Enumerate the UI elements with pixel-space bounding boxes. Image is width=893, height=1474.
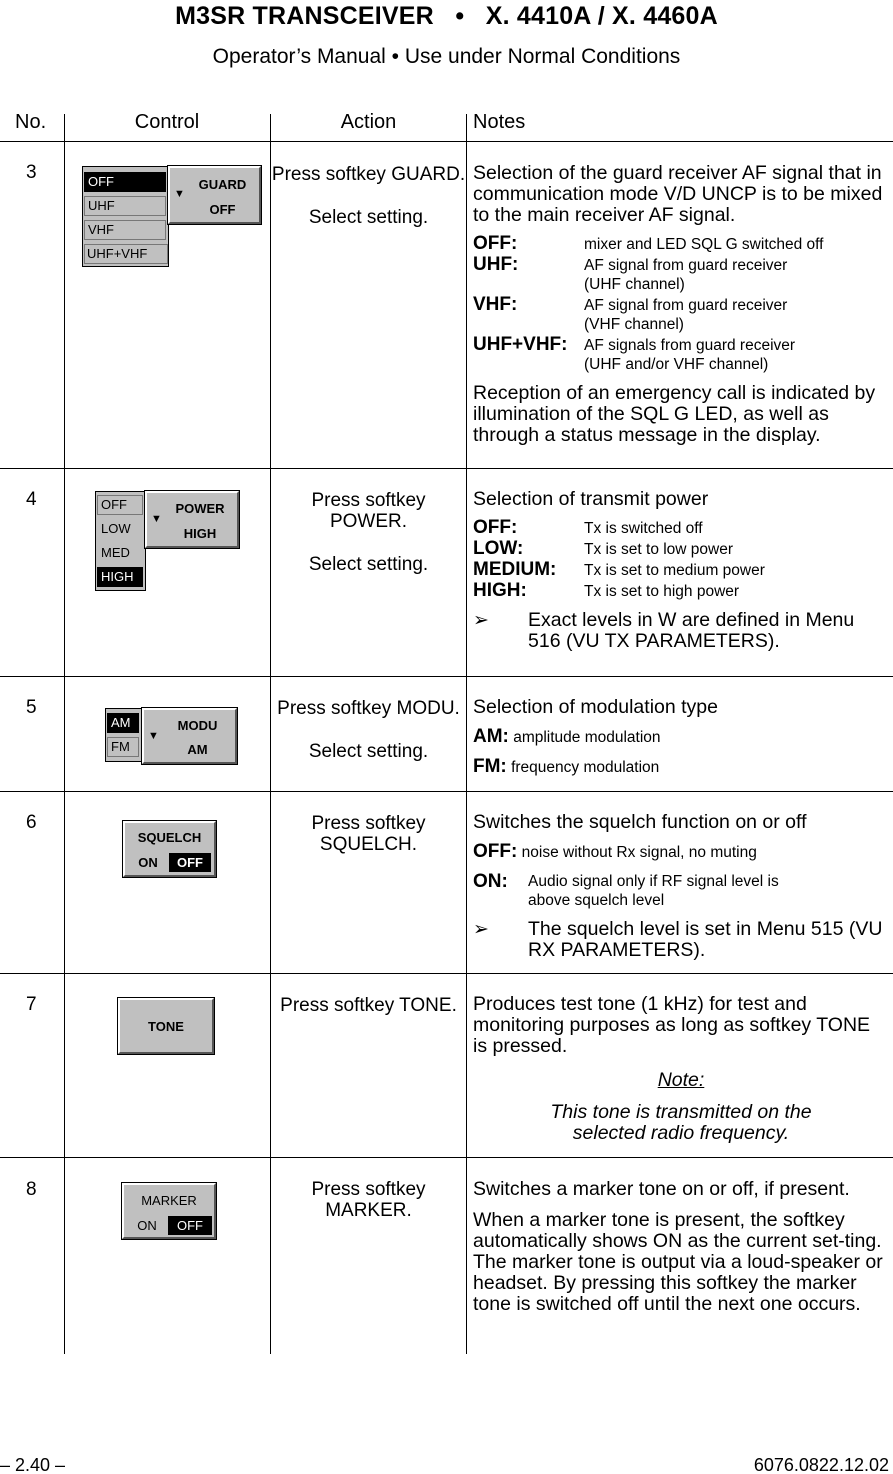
notes-cell [473,489,889,652]
option-med[interactable]: MED [97,543,143,563]
definition-term: VHF: [473,294,518,315]
column-divider [64,114,65,1354]
definition-term: OFF: [473,517,518,538]
definition-line [473,871,889,910]
definition-desc: mixer and LED SQL G switched off [584,236,824,253]
softkey-label: GUARD [198,177,247,192]
action-cell [271,490,466,575]
softkey-label: POWER [175,501,225,516]
arrow-icon: ➢ [473,610,489,631]
guard-softkey[interactable] [168,166,261,224]
column-header-notes: Notes [473,111,526,133]
notes-outro: Reception of an emergency call is indicated by illumination of the SQL G LED, as well as through a status message in the display. [473,382,876,446]
hint [473,919,889,961]
definition-line [473,841,889,863]
guard-softkey-control [82,166,262,268]
softkey-off-state: OFF [169,853,211,872]
notes-cell [473,1179,889,1323]
modu-option-list [105,708,142,762]
definition-desc: Tx is set to medium power [584,562,765,579]
row-number: 5 [26,697,37,718]
notes-intro: Produces test tone (1 kHz) for test and monitoring purposes as long as softkey TONE is pressed. [473,993,871,1057]
notes-intro: Selection of modulation type [473,696,718,718]
action-text: Select setting. [308,741,429,762]
definition-desc: AF signal from guard receiver (UHF channel) [584,257,788,293]
softkey-label: MODU [177,718,218,733]
marker-softkey[interactable] [122,1183,216,1239]
definition-term: FM: [473,756,507,777]
row-divider [0,676,893,677]
action-text: Press softkey POWER. [311,490,426,532]
definition-desc: amplitude modulation [513,729,661,746]
document-number: 6076.0822.12.02 [753,1455,889,1474]
softkey-value: AM [187,742,208,757]
option-high[interactable]: HIGH [97,567,143,587]
row-divider [0,468,893,469]
action-text: Press softkey TONE. [280,995,457,1016]
power-softkey[interactable] [145,491,239,548]
definition-term: MEDIUM: [473,559,557,580]
definition-desc: Tx is set to low power [584,541,734,558]
guard-option-list [82,166,169,267]
definition-line [473,756,889,778]
hint-text: The squelch level is set in Menu 515 (VU RX PARAMETERS). [528,918,883,961]
row-divider [0,1157,893,1158]
column-divider [466,114,467,1354]
option-uhf-vhf[interactable]: UHF+VHF [84,244,168,264]
power-softkey-control [95,491,241,592]
softkey-value: OFF [209,202,236,217]
softkey-label: MARKER [141,1193,197,1208]
row-divider [0,141,893,142]
notes-cell [473,994,889,1144]
definition-term: ON: [473,871,508,892]
notes-intro: Switches a marker tone on or off, if present. [473,1178,850,1200]
definition-list [473,518,889,601]
definition-term: OFF: [473,233,518,254]
softkey-label: SQUELCH [137,830,202,845]
notes-intro: Selection of transmit power [473,488,709,510]
option-off[interactable]: OFF [97,495,143,515]
action-text: Press softkey SQUELCH. [311,813,426,855]
notes-intro: Switches the squelch function on or off [473,811,807,833]
option-off[interactable]: OFF [84,172,166,192]
note-heading: Note: [657,1069,705,1091]
definition-desc: noise without Rx signal, no muting [521,844,757,861]
action-cell [271,813,466,855]
action-cell [271,164,466,228]
column-header-action: Action [340,111,397,133]
action-text: Select setting. [308,554,429,575]
row-number: 8 [26,1179,37,1200]
modu-softkey[interactable] [142,708,237,764]
softkey-label: TONE [148,1019,184,1034]
action-cell [271,1179,466,1221]
definition-term: AM: [473,726,509,747]
chevron-down-icon: ▼ [151,513,162,525]
definition-desc: AF signals from guard receiver (UHF and/or VHF channel) [584,337,796,373]
definition-desc: Audio signal only if RF signal level is above squelch level [528,873,779,909]
chevron-down-icon: ▼ [148,730,159,742]
definition-list [473,234,889,374]
definition-term: LOW: [473,538,524,559]
definition-term: UHF: [473,254,519,275]
hint-text: Exact levels in W are defined in Menu 516 (VU TX PARAMETERS). [528,609,855,652]
definition-line [473,726,889,748]
notes-intro: Selection of the guard receiver AF signal that in communication mode V/D UNCP is to be mixed to the main receiver AF signal. [473,162,883,226]
option-low[interactable]: LOW [97,519,143,539]
option-vhf[interactable]: VHF [84,220,166,240]
page-title: M3SR TRANSCEIVER • X. 4410A / X. 4460A [175,2,718,30]
definition-term: UHF+VHF: [473,334,568,355]
notes-cell [473,697,889,786]
action-cell [271,698,466,762]
action-text: Press softkey MODU. [277,698,460,719]
row-number: 4 [26,489,37,510]
definition-desc: AF signal from guard receiver (VHF channel) [584,297,788,333]
column-header-control: Control [134,111,200,133]
page-number: – 2.40 – [0,1455,66,1474]
definition-desc: frequency modulation [511,759,660,776]
modu-softkey-control [105,708,239,766]
softkey-off-state: OFF [168,1216,212,1235]
row-number: 7 [26,994,37,1015]
softkey-value: HIGH [183,526,217,541]
notes-body: When a marker tone is present, the softkey automatically shows ON as the current set-ting. The marker tone is output via a loud-speaker or headset. By pressing this softkey the marker tone is switched off until the next one occurs. [473,1209,883,1315]
page-subtitle: Operator’s Manual • Use under Normal Conditions [212,45,681,68]
arrow-icon: ➢ [473,919,489,940]
softkey-on-state: ON [138,855,158,870]
power-option-list [95,491,146,591]
notes-cell [473,812,889,961]
action-text: Press softkey GUARD. [271,164,466,185]
option-am[interactable]: AM [107,713,139,733]
note-body: This tone is transmitted on the selected radio frequency. [550,1101,812,1144]
hint [473,610,889,652]
row-number: 6 [26,812,37,833]
action-text: Press softkey MARKER. [311,1179,426,1221]
row-divider [0,791,893,792]
option-fm[interactable]: FM [107,737,139,757]
option-uhf[interactable]: UHF [84,196,166,216]
definition-desc: Tx is set to high power [584,583,740,600]
squelch-softkey[interactable] [123,821,216,877]
row-divider [0,973,893,974]
action-cell [271,995,466,1016]
definition-term: OFF: [473,841,518,862]
action-text: Select setting. [308,207,429,228]
definition-term: HIGH: [473,580,527,601]
tone-softkey[interactable] [118,998,214,1054]
column-header-no: No. [15,111,47,133]
chevron-down-icon: ▼ [174,188,185,200]
softkey-on-state: ON [137,1218,157,1233]
row-number: 3 [26,162,37,183]
definition-desc: Tx is switched off [584,520,703,537]
notes-cell [473,163,889,454]
